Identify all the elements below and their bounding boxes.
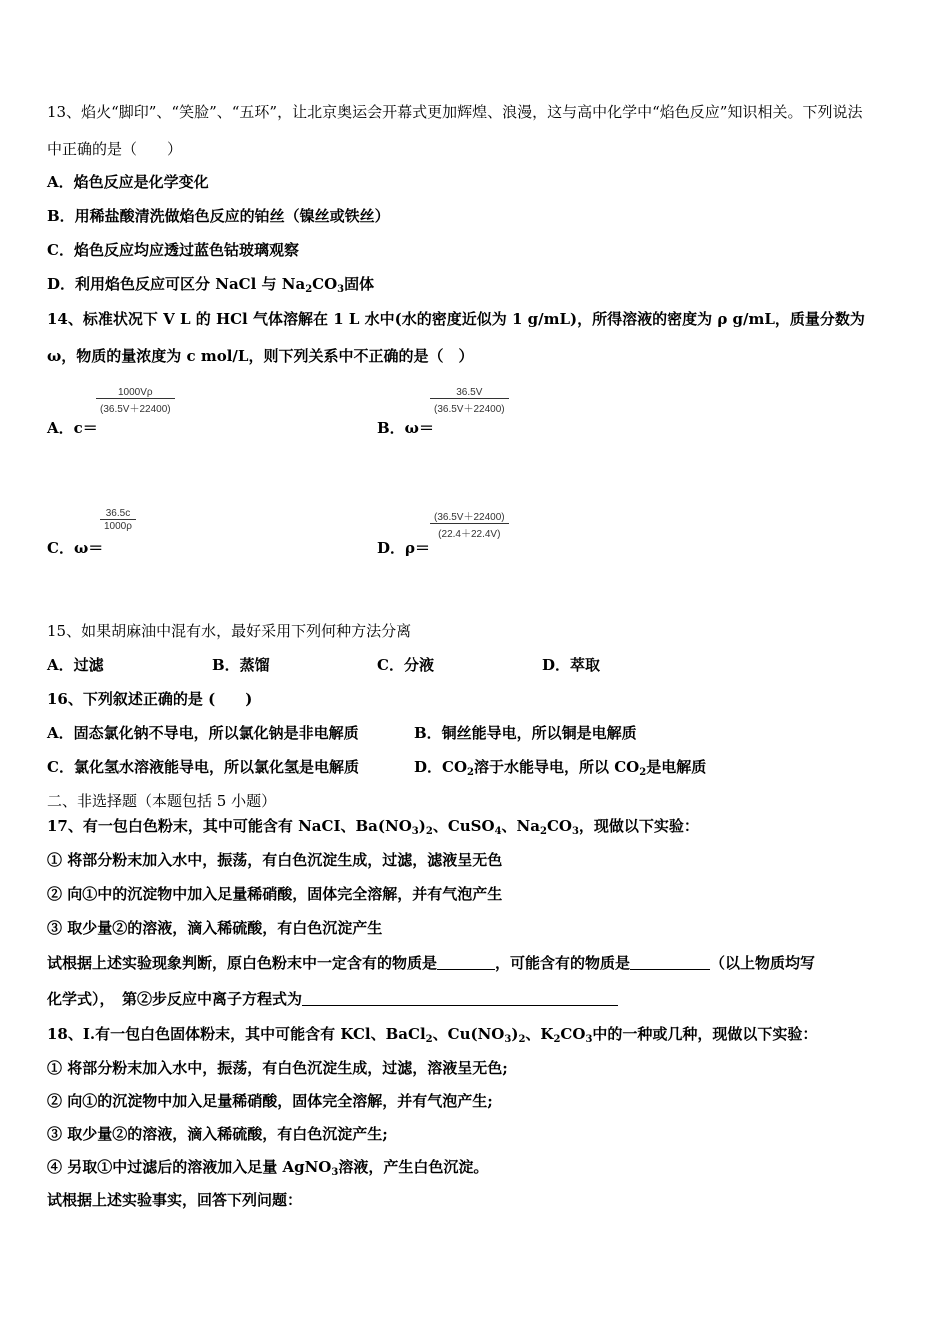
q17-question-line1: 试根据上述实验现象判断，原白色粉末中一定含有的物质是 ，可能含有的物质是 （以上物质均写 — [47, 954, 816, 972]
q18-step3: ③ 取少量②的溶液，滴入稀硫酸，有白色沉淀产生; — [47, 1125, 388, 1143]
q16-stem: 16、下列叙述正确的是 ( ) — [47, 690, 253, 708]
q14-c-denominator: 1000ρ — [100, 519, 136, 532]
q13-stem-line1: 13、焰火“脚印”、“笑脸”、“五环”，让北京奥运会开幕式更加辉煌、浪漫，这与高中化学中“焰色反应”知识相关。下列说法 — [47, 103, 863, 121]
q17-blank-ion-equation[interactable] — [302, 991, 618, 1006]
q13-option-c: C．焰色反应均应透过蓝色钴玻璃观察 — [47, 241, 299, 259]
q17-question-line2: 化学式）， 第②步反应中离子方程式为 — [47, 989, 618, 1009]
q18-stem: 18、Ⅰ.有一包白色固体粉末，其中可能含有 KCl、BaCl$_2$、$Cu(NO_3)_2$、$K_2CO_3$中的一种或几种，现做以下实验： — [47, 1025, 818, 1045]
q16-option-c: C．氯化氢水溶液能导电，所以氯化氢是电解质 — [47, 758, 359, 776]
q13-option-d: D．利用焰色反应可区分 NaCl 与 $Na_2CO_3$固体 — [47, 275, 375, 295]
q14-a-numerator: 1000Vρ — [118, 387, 153, 398]
q18-step4: ④ 另取①中过滤后的溶液加入足量 AgNO$_3$溶液，产生白色沉淀。 — [47, 1158, 489, 1178]
q14-option-a: A．c＝ — [47, 419, 98, 437]
q17-blank-possible[interactable] — [630, 955, 710, 970]
q15-stem: 15、如果胡麻油中混有水，最好采用下列何种方法分离 — [47, 622, 412, 640]
q14-a-fraction — [96, 387, 175, 415]
q17-step2: ② 向①中的沉淀物中加入足量稀硝酸，固体完全溶解，并有气泡产生 — [47, 885, 503, 903]
q14-stem-line2: ω，物质的量浓度为 c mol/L，则下列关系中不正确的是（ ） — [47, 347, 474, 365]
q14-option-d: D．ρ＝ — [377, 539, 430, 557]
q13-stem-line2: 中正确的是（ ） — [47, 140, 183, 158]
q15-option-d: D．萃取 — [542, 656, 601, 674]
q16-option-b: B．铜丝能导电，所以铜是电解质 — [414, 724, 637, 742]
q15-option-b: B．蒸馏 — [212, 656, 270, 674]
q14-stem-line1: 14、标准状况下 V L 的 HCl 气体溶解在 1 L 水中(水的密度近似为 1 g/mL)，所得溶液的密度为 ρ g/mL，质量分数为 — [47, 310, 865, 328]
q17-step3: ③ 取少量②的溶液，滴入稀硫酸，有白色沉淀产生 — [47, 919, 383, 937]
q18-step2: ② 向①的沉淀物中加入足量稀硝酸，固体完全溶解，并有气泡产生; — [47, 1092, 493, 1110]
q16-option-a: A．固态氯化钠不导电，所以氯化钠是非电解质 — [47, 724, 359, 742]
q14-c-fraction — [100, 508, 136, 532]
section-title-nonchoice: 二、非选择题（本题包括 5 小题） — [47, 792, 277, 810]
q14-c-numerator: 36.5c — [105, 508, 131, 519]
q14-b-numerator: 36.5V — [456, 387, 483, 398]
q14-d-fraction — [430, 508, 509, 540]
q18-ask: 试根据上述实验事实，回答下列问题： — [47, 1191, 303, 1209]
q15-option-a: A．过滤 — [47, 656, 104, 674]
q14-option-b: B．ω＝ — [377, 419, 434, 437]
q14-b-fraction — [430, 387, 509, 415]
q17-step1: ① 将部分粉末加入水中，振荡，有白色沉淀生成，过滤，滤液呈无色 — [47, 851, 503, 869]
q16-option-d: D．$CO_2$溶于水能导电，所以 $CO_2$是电解质 — [414, 758, 707, 778]
q14-b-denominator: (36.5V＋22400) — [430, 398, 509, 415]
q15-option-c: C．分液 — [377, 656, 434, 674]
q14-d-denominator: (22.4＋22.4V) — [430, 523, 509, 540]
q17-blank-definite[interactable] — [437, 955, 495, 970]
q17-stem: 17、有一包白色粉末，其中可能含有 NaCI、$Ba(NO_3)_2$、CuSO$_4$、$Na_2CO_3$，现做以下实验： — [47, 817, 699, 837]
q13-option-a: A．焰色反应是化学变化 — [47, 173, 209, 191]
q18-step1: ① 将部分粉末加入水中，振荡，有白色沉淀生成，过滤，溶液呈无色; — [47, 1059, 508, 1077]
q13-option-b: B．用稀盐酸清洗做焰色反应的铂丝（镍丝或铁丝） — [47, 207, 390, 225]
q14-d-numerator: (36.5V＋22400) — [434, 512, 505, 523]
q14-option-c: C．ω＝ — [47, 539, 104, 557]
q14-a-denominator: (36.5V＋22400) — [96, 398, 175, 415]
